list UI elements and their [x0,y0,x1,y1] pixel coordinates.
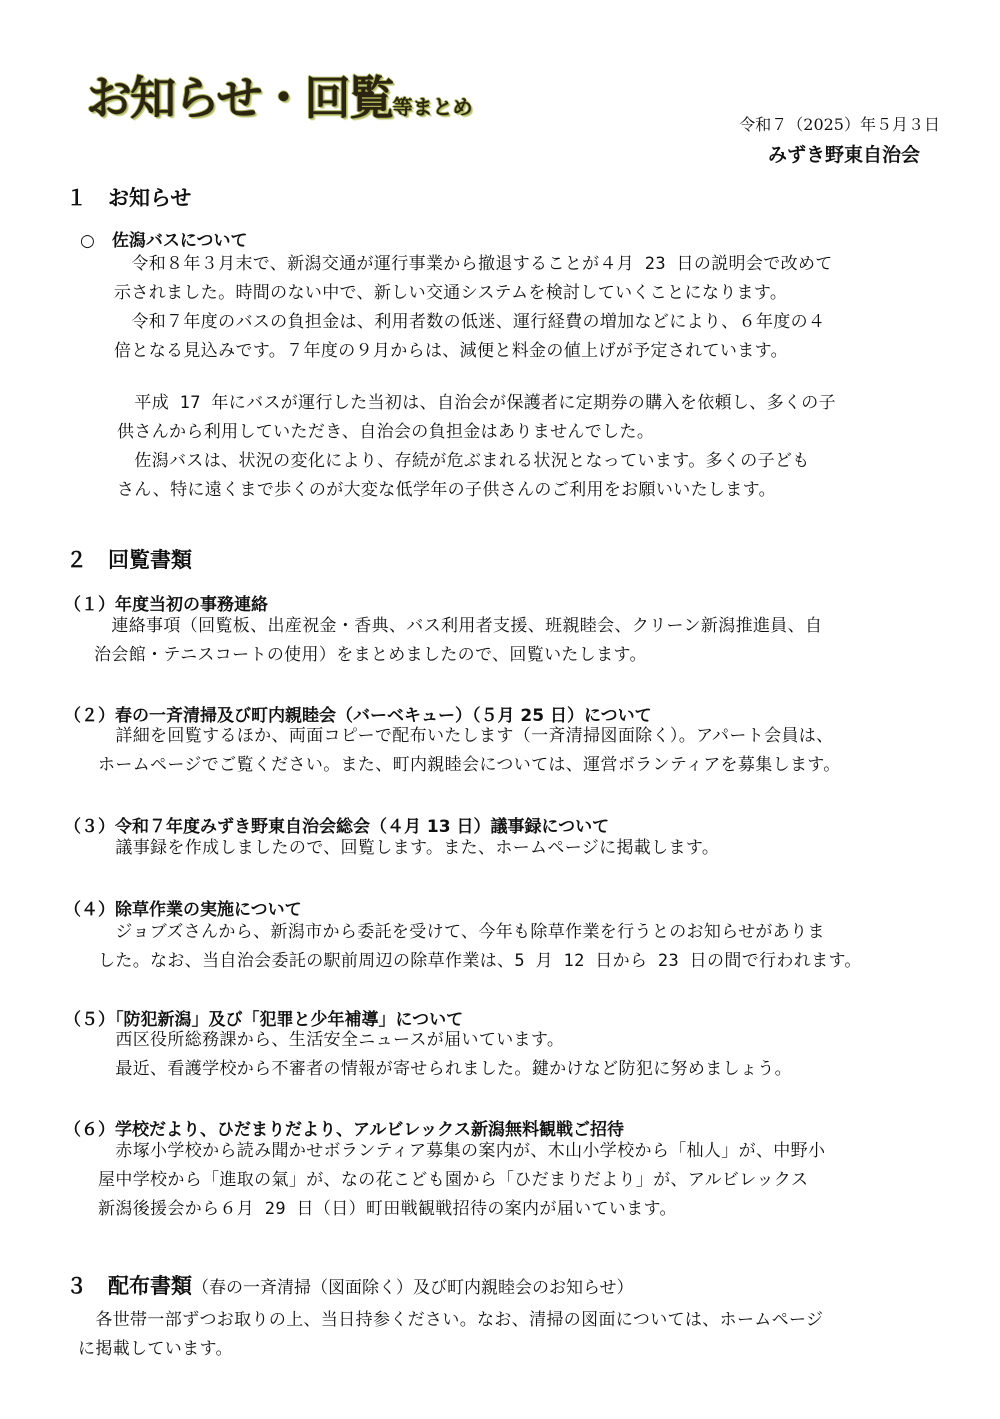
circular-item-body: ジョブズさんから、新潟市から委託を受けて、今年も除草作業を行うとのお知らせがありま した。なお、当自治会委託の駅前周辺の除草作業は、5 月 12 日から 23 日の間で行われます。 [98,922,862,971]
title-suffix: 等まとめ [392,95,473,119]
sado-bus-heading: ○ 佐潟バスについて [80,231,248,251]
circular-item-title: （４）除草作業の実施について [64,900,302,920]
sado-bus-paragraph-1: 令和８年３月末で、新潟交通が運行事業から撤退することが４月 23 日の説明会で改めて 示されました。時間のない中で、新しい交通システムを検討していくことになります。 令和７年度のバスの負担金は、利用者数の低迷、運行経費の増加などにより、６年度の４ 倍となる見込みです。７年度の９月からは、減便と料金の値上げが予定されています。 [114,254,833,361]
section-3-heading [66,1270,634,1300]
section-2-number: ２ [66,548,87,572]
section-1-title: お知らせ [108,186,192,210]
circular-item-body: 赤塚小学校から読み聞かせボランティア募集の案内が、木山小学校から「杣人」が、中野小 屋中学校から「進取の氣」が、なの花こども園から「ひだまりだより」が、アルビレックス 新潟後援会から６月 29 日（日）町田戦観戦招待の案内が届いています。 [98,1141,826,1219]
title-main: お知らせ・回覧 [86,71,393,125]
circular-item-body: 議事録を作成しましたので、回覧します。また、ホームページに掲載します。 [98,838,720,858]
section-1-heading [66,182,191,212]
circular-item-title: （２）春の一斉清掃及び町内親睦会（バーベキュー）（５月 25 日）について [64,706,652,726]
circular-item-title: （５）「防犯新潟」及び「犯罪と少年補導」について [64,1010,464,1030]
circular-item-body: 連絡事項（回覧板、出産祝金・香典、バス利用者支援、班親睦会、クリーン新潟推進員、自 治会館・テニスコートの使用）をまとめましたので、回覧いたします。 [94,616,823,665]
section-1-number: １ [66,186,87,210]
circular-item-title: （１）年度当初の事務連絡 [64,595,268,615]
section-2-title: 回覧書類 [108,548,192,572]
organization-name: みずき野東自治会 [767,144,920,166]
issue-date: 令和７（2025）年５月３日 [739,115,940,134]
section-3-number: ３ [66,1274,87,1298]
distribution-body: 各世帯一部ずつお取りの上、当日持参ください。なお、清掃の図面については、ホームページ に掲載しています。 [78,1310,824,1359]
circular-item-title: （６）学校だより、ひだまりだより、アルビレックス新潟無料観戦ご招待 [64,1120,624,1140]
circular-item-body: 西区役所総務課から、生活安全ニュースが届いています。 最近、看護学校から不審者の情報が寄せられました。鍵かけなど防犯に努めましょう。 [115,1030,792,1079]
circular-item-title: （３）令和７年度みずき野東自治会総会（４月 13 日）議事録について [64,817,610,837]
sado-bus-paragraph-2: 平成 17 年にバスが運行した当初は、自治会が保護者に定期券の購入を依頼し、多くの子 供さんから利用していただき、自治会の負担金はありませんでした。 佐潟バスは、状況の変化により、存続が危ぶまれる状況となっています。多くの子ども さん、特に遠くまで歩くのが大変な低学年の子供さんのご利用をお願いいたします。 [117,393,836,500]
document-title [86,62,473,128]
section-2-heading [66,544,192,574]
circular-item-body: 詳細を回覧するほか、両面コピーで配布いたします（一斉清掃図面除く）。アパート会員は、 ホームページでご覧ください。また、町内親睦会については、運営ボランティアを募集します。 [98,726,841,775]
section-3-note: （春の一斉清掃（図面除く）及び町内親睦会のお知らせ） [192,1278,634,1298]
section-3-title: 配布書類 [108,1274,192,1298]
